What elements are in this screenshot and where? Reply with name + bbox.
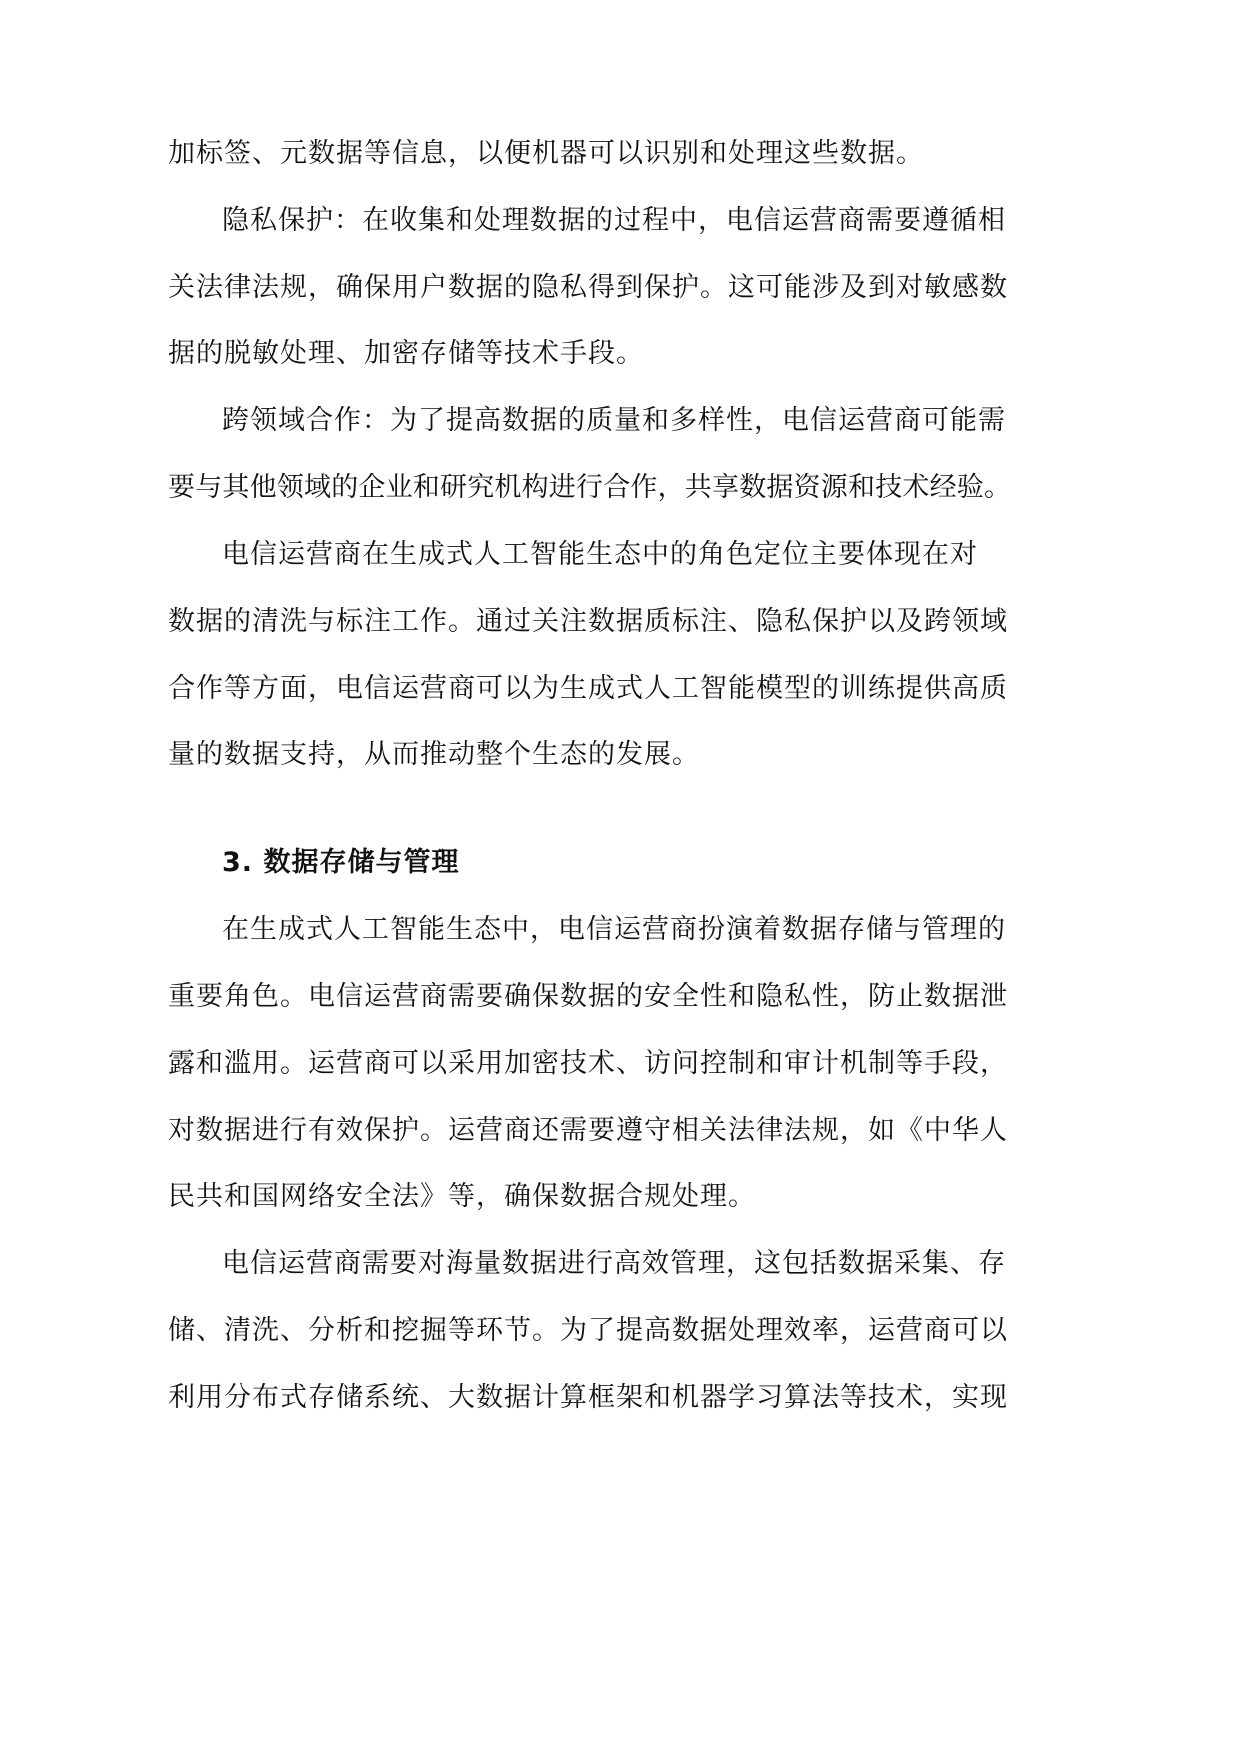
- text-line: [0, 404, 1241, 480]
- line-text: 露和滥用。运营商可以采用加密技术、访问控制和审计机制等手段，: [168, 1048, 1008, 1079]
- line-text: 关法律法规，确保用户数据的隐私得到保护。这可能涉及到对敏感数: [168, 272, 1008, 303]
- text-line: [0, 672, 1241, 748]
- text-line: [0, 1114, 1241, 1190]
- text-line: [0, 471, 1241, 547]
- text-line: [0, 913, 1241, 989]
- heading-text: 3. 数据存储与管理: [222, 847, 460, 878]
- text-line: [0, 1047, 1241, 1123]
- line-text: 合作等方面，电信运营商可以为生成式人工智能模型的训练提供高质: [168, 673, 1008, 704]
- section-heading: [0, 846, 1241, 922]
- line-text: 据的脱敏处理、加密存储等技术手段。: [168, 338, 644, 369]
- line-text: 重要角色。电信运营商需要确保数据的安全性和隐私性，防止数据泄: [168, 981, 1008, 1012]
- line-text: 民共和国网络安全法》等，确保数据合规处理。: [168, 1181, 756, 1212]
- line-text: 要与其他领域的企业和研究机构进行合作，共享数据资源和技术经验。: [168, 472, 1012, 503]
- line-text: 量的数据支持，从而推动整个生态的发展。: [168, 739, 700, 770]
- line-text: 跨领域合作：为了提高数据的质量和多样性，电信运营商可能需: [222, 405, 1006, 436]
- line-text: 数据的清洗与标注工作。通过关注数据质标注、隐私保护以及跨领域: [168, 606, 1008, 637]
- line-text: 隐私保护：在收集和处理数据的过程中，电信运营商需要遵循相: [222, 205, 1006, 236]
- text-line: [0, 1247, 1241, 1323]
- text-line: [0, 337, 1241, 413]
- text-line: [0, 605, 1241, 681]
- line-text: 在生成式人工智能生态中，电信运营商扮演着数据存储与管理的: [222, 914, 1006, 945]
- line-text: 对数据进行有效保护。运营商还需要遵守相关法律法规，如《中华人: [168, 1115, 1008, 1146]
- text-line: [0, 271, 1241, 347]
- line-text: 电信运营商在生成式人工智能生态中的角色定位主要体现在对: [222, 539, 978, 570]
- line-text: 储、清洗、分析和挖掘等环节。为了提高数据处理效率，运营商可以: [168, 1315, 1008, 1346]
- text-line: [0, 538, 1241, 614]
- text-line: [0, 204, 1241, 280]
- line-text: 电信运营商需要对海量数据进行高效管理，这包括数据采集、存: [222, 1248, 1006, 1279]
- text-line: [0, 980, 1241, 1056]
- text-line: [0, 1314, 1241, 1390]
- line-text: 利用分布式存储系统、大数据计算框架和机器学习算法等技术，实现: [168, 1382, 1008, 1413]
- line-text: 加标签、元数据等信息，以便机器可以识别和处理这些数据。: [168, 138, 924, 169]
- text-line: [0, 137, 1241, 213]
- text-line: [0, 1381, 1241, 1457]
- text-line: [0, 738, 1241, 814]
- text-line: [0, 1180, 1241, 1256]
